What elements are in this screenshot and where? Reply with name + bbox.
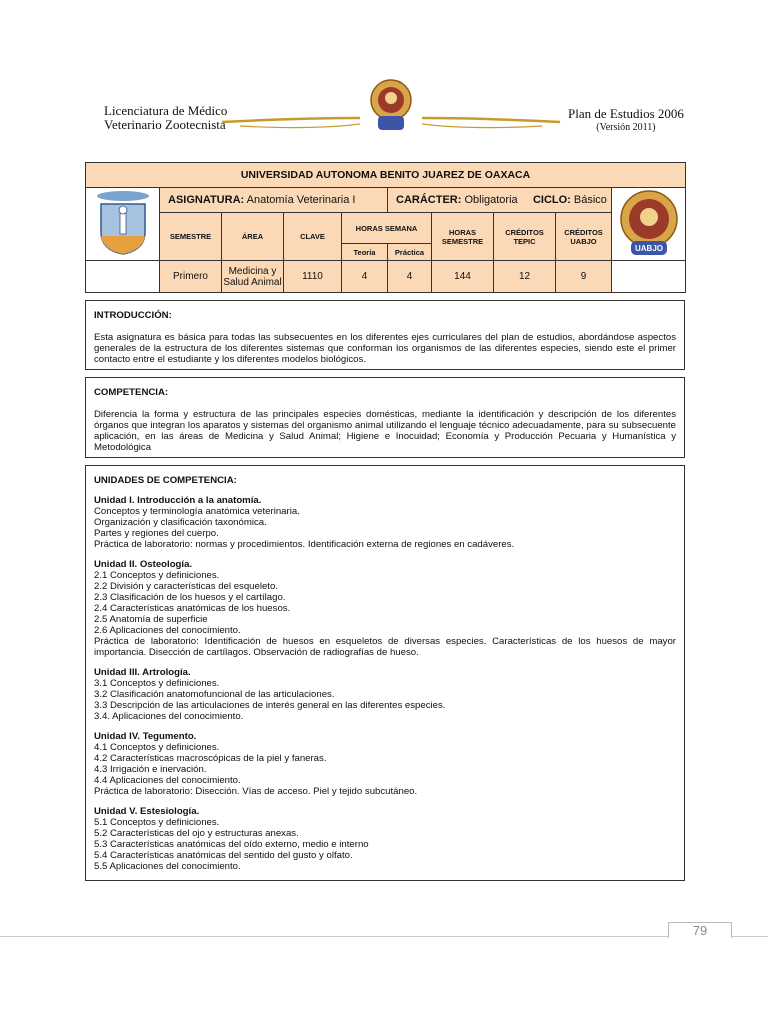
value-horas-semestre: 144 <box>432 261 494 293</box>
unit-5-title: Unidad V. Estesiología. <box>94 806 200 817</box>
value-practica: 4 <box>388 261 432 293</box>
unit-3-line: 3.4. Aplicaciones del conocimiento. <box>94 711 244 722</box>
unit-4-line: Práctica de laboratorio: Disección. Vías de acceso. Piel y tejido subcutáneo. <box>94 786 418 797</box>
value-semestre: Primero <box>160 261 222 293</box>
value-creditos-uabjo: 9 <box>556 261 612 293</box>
unit-2-line: 2.1 Conceptos y definiciones. <box>94 570 220 581</box>
unit-2-line: 2.2 División y características del esqueleto. <box>94 581 278 592</box>
unit-3-line: 3.1 Conceptos y definiciones. <box>94 678 220 689</box>
unit-4-title: Unidad IV. Tegumento. <box>94 731 197 742</box>
university-logo-left <box>86 188 160 261</box>
unidades-title: UNIDADES DE COMPETENCIA: <box>94 475 237 486</box>
value-clave: 1110 <box>284 261 342 293</box>
unit-2-line: 2.3 Clasificación de los huesos y el cartílago. <box>94 592 286 603</box>
blank-cell <box>612 261 686 293</box>
footer-rule <box>0 936 768 937</box>
blank-cell <box>86 261 160 293</box>
uabjo-seal-icon <box>617 189 681 257</box>
value-area: Medicina y Salud Animal <box>222 261 284 293</box>
header-teoria: Teoría <box>342 244 388 261</box>
header-program-line2: Veterinario Zootecnista <box>104 117 226 132</box>
page-number: 79 <box>668 922 732 938</box>
unit-2-line: Práctica de laboratorio: Identificación de huesos en esqueletos de diversas especies. Características de los huesos de mayor importancia. Disección de cartílagos. Observación de radiografías de hueso. <box>94 636 676 658</box>
header-plan-line1: Plan de Estudios 2006 <box>568 106 684 121</box>
header-area: ÁREA <box>222 213 284 261</box>
unidades-section <box>85 465 685 881</box>
unit-1-line: Conceptos y terminología anatómica veterinaria. <box>94 506 300 517</box>
caracter-value: Obligatoria <box>464 194 518 206</box>
header-clave: CLAVE <box>284 213 342 261</box>
unit-5-line: 5.2 Características del ojo y estructuras anexas. <box>94 828 299 839</box>
unit-4-line: 4.1 Conceptos y definiciones. <box>94 742 220 753</box>
header-plan <box>568 107 684 135</box>
competencia-text: Diferencia la forma y estructura de las principales especies domésticas, mediante la identificación y descripción de los diferentes órganos que integran los aparatos y sistemas del organismo animal utilizando el lenguaje técnico adecuadamente, para su subsecuente aplicación, en las áreas de Medicina y Salud Animal; Higiene e Inocuidad; Economía y Producción Pecuaria y Humanística y Metodológica <box>94 409 676 453</box>
header-practica: Práctica <box>388 244 432 261</box>
unit-4-line: 4.2 Características macroscópicas de la piel y faneras. <box>94 753 327 764</box>
asignatura-cell <box>160 188 388 213</box>
header-ornament-crest <box>220 78 562 138</box>
unit-5-line: 5.3 Características anatómicas del oído externo, medio e interno <box>94 839 369 850</box>
caracter-label: CARÁCTER: <box>396 194 462 206</box>
unit-1-line: Práctica de laboratorio: normas y procedimientos. Identificación externa de regiones en cadáveres. <box>94 539 515 550</box>
header-horas-semestre: HORAS SEMESTRE <box>432 213 494 261</box>
competencia-section <box>85 377 685 458</box>
ciclo-value: Básico <box>573 194 607 206</box>
ciclo-label: CICLO: <box>532 194 571 206</box>
university-title: UNIVERSIDAD AUTONOMA BENITO JUAREZ DE OAXACA <box>86 163 686 188</box>
university-logo-right <box>612 188 686 261</box>
header-creditos-tepic: CRÉDITOS TEPIC <box>494 213 556 261</box>
course-info-table <box>85 162 686 293</box>
unit-5-line: 5.1 Conceptos y definiciones. <box>94 817 220 828</box>
caracter-ciclo-cell <box>388 188 612 213</box>
header-plan-version: (Versión 2011) <box>596 122 656 133</box>
header-semestre: SEMESTRE <box>160 213 222 261</box>
unit-3-title: Unidad III. Artrología. <box>94 667 191 678</box>
introduccion-title: INTRODUCCIÓN: <box>94 310 172 321</box>
header-creditos-uabjo: CRÉDITOS UABJO <box>556 213 612 261</box>
shield-logo-icon <box>93 188 153 258</box>
value-creditos-tepic: 12 <box>494 261 556 293</box>
unit-2-line: 2.6 Aplicaciones del conocimiento. <box>94 625 241 636</box>
unit-2-title: Unidad II. Osteología. <box>94 559 193 570</box>
unit-5-line: 5.4 Características anatómicas del sentido del gusto y olfato. <box>94 850 353 861</box>
uabjo-seal-text: UABJO <box>634 244 663 253</box>
asignatura-value: Anatomía Veterinaria I <box>246 194 356 206</box>
asignatura-label: ASIGNATURA: <box>168 194 245 206</box>
unit-2-line: 2.5 Anatomía de superficie <box>94 614 208 625</box>
unit-3-line: 3.3 Descripción de las articulaciones de interés general en las diferentes especies. <box>94 700 446 711</box>
unit-1-line: Partes y regiones del cuerpo. <box>94 528 219 539</box>
unit-1-line: Organización y clasificación taxonómica. <box>94 517 267 528</box>
unit-4-line: 4.4 Aplicaciones del conocimiento. <box>94 775 241 786</box>
introduccion-text: Esta asignatura es básica para todas las subsecuentes en los diferentes ejes curriculares del plan de estudios, abordándose aspectos generales de la estructura de los diferentes sistemas que conforman los organismos de las diferentes especies, siendo este el primer contacto entre el estudiante y los diferentes modelos biológicos. <box>94 332 676 365</box>
introduccion-section <box>85 300 685 370</box>
unit-5-line: 5.5 Aplicaciones del conocimiento. <box>94 861 241 872</box>
header-program <box>104 104 227 132</box>
competencia-title: COMPETENCIA: <box>94 387 169 398</box>
unit-2-line: 2.4 Características anatómicas de los huesos. <box>94 603 291 614</box>
unit-1-title: Unidad I. Introducción a la anatomía. <box>94 495 262 506</box>
header-program-line1: Licenciatura de Médico <box>104 103 228 118</box>
value-teoria: 4 <box>342 261 388 293</box>
unit-3-line: 3.2 Clasificación anatomofuncional de las articulaciones. <box>94 689 335 700</box>
unit-4-line: 4.3 Irrigación e inervación. <box>94 764 207 775</box>
header-horas-semana: HORAS SEMANA <box>342 213 432 244</box>
